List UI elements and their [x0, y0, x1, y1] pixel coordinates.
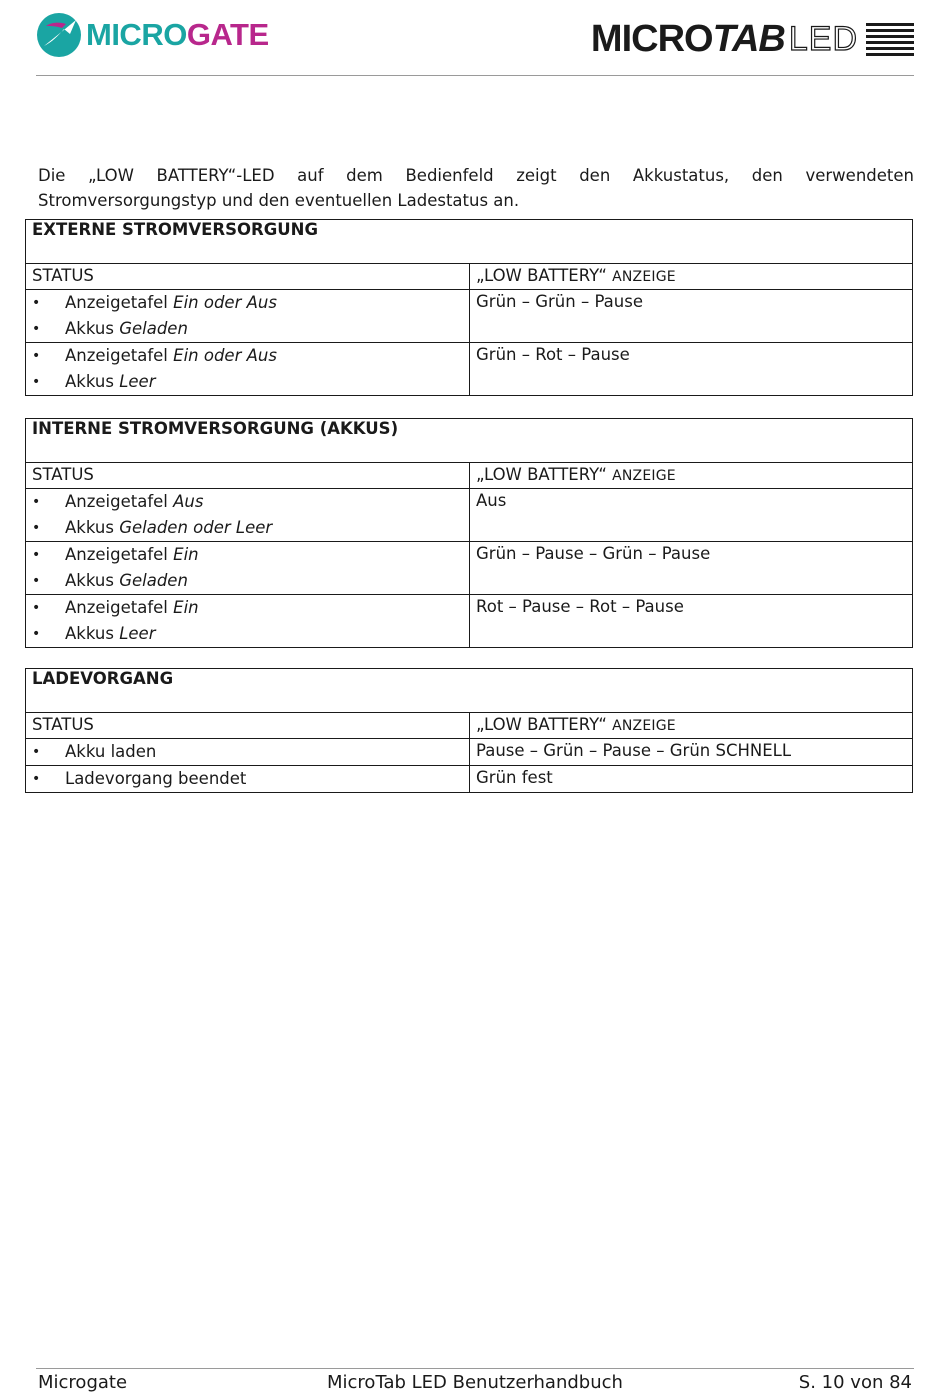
table-external-power — [25, 219, 913, 396]
list-item: • Akkus Leer — [32, 624, 156, 643]
microgate-swirl-icon — [36, 12, 82, 58]
table-title: LADEVORGANG — [26, 669, 913, 713]
indicator-value: Aus — [476, 491, 507, 510]
table-title: EXTERNE STROMVERSORGUNG — [26, 220, 913, 264]
logo-tab: TAB — [712, 18, 785, 60]
col-header-indicator: „LOW BATTERY“ ANZEIGE — [470, 264, 913, 290]
intro-paragraph: Die „LOW BATTERY“-LED auf dem Bedienfeld zeigt den Akkustatus, den verwendeten Stromversorgungstyp und den eventuellen Ladestatus an. — [38, 165, 914, 210]
table-title: INTERNE STROMVERSORGUNG (AKKUS) — [26, 419, 913, 463]
col-header-status: STATUS — [26, 463, 470, 489]
list-item: • Anzeigetafel Ein oder Aus — [32, 346, 277, 365]
stripes-icon — [866, 23, 914, 57]
table-row — [26, 290, 913, 343]
footer-page-number: S. 10 von 84 — [798, 1372, 912, 1393]
indicator-value: Grün fest — [476, 768, 553, 787]
col-header-status: STATUS — [26, 264, 470, 290]
header-rule — [36, 75, 914, 76]
table-row — [26, 489, 913, 542]
list-item: • Anzeigetafel Ein oder Aus — [32, 293, 277, 312]
table-row — [26, 542, 913, 595]
table-row — [26, 766, 913, 793]
list-item: • Akkus Geladen — [32, 319, 188, 338]
microgate-logo — [36, 12, 269, 58]
list-item: • Anzeigetafel Ein — [32, 598, 199, 617]
list-item: • Anzeigetafel Aus — [32, 492, 204, 511]
page-header — [0, 0, 950, 80]
microtab-led-logo — [591, 18, 914, 61]
table-internal-power — [25, 418, 913, 648]
table-row — [26, 343, 913, 396]
list-item: • Akkus Geladen — [32, 571, 188, 590]
list-item: • Akkus Geladen oder Leer — [32, 518, 273, 537]
logo-micro: MICRO — [590, 18, 713, 60]
footer-company: Microgate — [38, 1372, 128, 1393]
list-item: • Ladevorgang beendet — [32, 769, 247, 788]
col-header-indicator: „LOW BATTERY“ ANZEIGE — [470, 463, 913, 489]
list-item: • Akkus Leer — [32, 372, 156, 391]
indicator-value: Grün – Rot – Pause — [476, 345, 630, 364]
col-header-indicator: „LOW BATTERY“ ANZEIGE — [470, 713, 913, 739]
indicator-value: Grün – Pause – Grün – Pause — [476, 544, 711, 563]
table-row — [26, 739, 913, 766]
footer-rule — [36, 1368, 914, 1369]
microgate-wordmark: MICROGATE — [86, 17, 269, 52]
list-item: • Anzeigetafel Ein — [32, 545, 199, 564]
footer-title: MicroTab LED Benutzerhandbuch — [327, 1372, 623, 1393]
col-header-status: STATUS — [26, 713, 470, 739]
logo-led: LED — [788, 20, 858, 58]
page-footer — [38, 1372, 912, 1398]
indicator-value: Pause – Grün – Pause – Grün SCHNELL — [476, 741, 792, 760]
table-charging — [25, 668, 913, 793]
indicator-value: Rot – Pause – Rot – Pause — [476, 597, 684, 616]
list-item: • Akku laden — [32, 742, 157, 761]
table-row — [26, 595, 913, 648]
indicator-value: Grün – Grün – Pause — [476, 292, 643, 311]
